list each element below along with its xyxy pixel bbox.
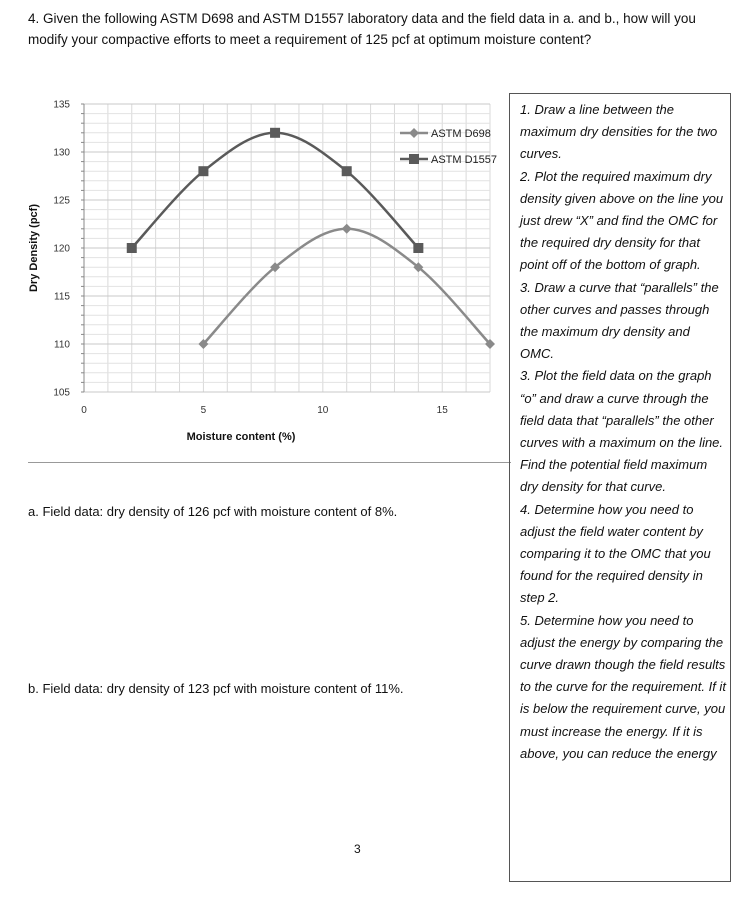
field-data-b: b. Field data: dry density of 123 pcf with moisture content of 11%. (28, 681, 404, 696)
y-tick-label: 120 (53, 243, 70, 255)
x-tick-label: 10 (317, 405, 329, 416)
y-axis-title: Dry Density (pcf) (28, 203, 40, 293)
legend-marker-astm-d698 (409, 128, 419, 138)
section-divider (28, 462, 511, 463)
field-data-a: a. Field data: dry density of 126 pcf with moisture content of 8%. (28, 504, 398, 519)
page-number: 3 (354, 842, 361, 856)
data-point-astm-d1557 (127, 243, 137, 253)
compaction-chart (20, 92, 508, 452)
data-point-astm-d1557 (342, 166, 352, 176)
instruction-step: 3. Plot the field data on the graph “o” and draw a curve through the field data that “parallels” the other curves with a maximum on the line. Find the potential field maximum dry density for that curve. (520, 368, 724, 495)
data-point-astm-d1557 (198, 166, 208, 176)
legend-label-astm-d1557: ASTM D1557 (431, 154, 498, 166)
data-point-astm-d698 (342, 224, 352, 234)
x-tick-label: 5 (200, 405, 207, 416)
instruction-step: 4. Determine how you need to adjust the field water content by comparing it to the OMC that you found for the required density in step 2. (520, 501, 711, 606)
instruction-step: 2. Plot the required maximum dry density given above on the line you just drew “X” and find the OMC for the required dry density for that point off of the bottom of graph. (520, 168, 724, 273)
legend-marker-astm-d1557 (409, 154, 419, 164)
data-point-astm-d1557 (413, 243, 423, 253)
legend-label-astm-d698: ASTM D698 (431, 128, 491, 140)
y-tick-label: 135 (53, 99, 70, 111)
y-tick-label: 130 (53, 147, 70, 159)
x-tick-label: 15 (436, 405, 448, 416)
y-tick-label: 105 (53, 387, 70, 399)
question-text: 4. Given the following ASTM D698 and ASTM D1557 laboratory data and the field data in a. and b., how will you modify your compactive efforts to meet a requirement of 125 pcf at optimum moisture content? (28, 11, 696, 47)
compaction-chart-svg (20, 92, 508, 452)
y-tick-label: 115 (54, 291, 70, 303)
instructions-box (509, 93, 731, 882)
instruction-step: 1. Draw a line between the maximum dry densities for the two curves. (520, 102, 718, 162)
x-axis-title: Moisture content (%) (186, 431, 296, 443)
y-tick-label: 110 (54, 339, 70, 351)
x-tick-label: 0 (81, 405, 87, 416)
instruction-step: 3. Draw a curve that “parallels” the other curves and passes through the maximum dry density and OMC. (520, 279, 719, 362)
y-tick-label: 125 (53, 195, 70, 207)
instruction-step: 5. Determine how you need to adjust the energy by comparing the curve drawn though the field results to the curve for the requirement. If it is below the requirement curve, you must increase the energy. If it is above, you can reduce the energy (520, 612, 726, 761)
data-point-astm-d1557 (270, 128, 280, 138)
